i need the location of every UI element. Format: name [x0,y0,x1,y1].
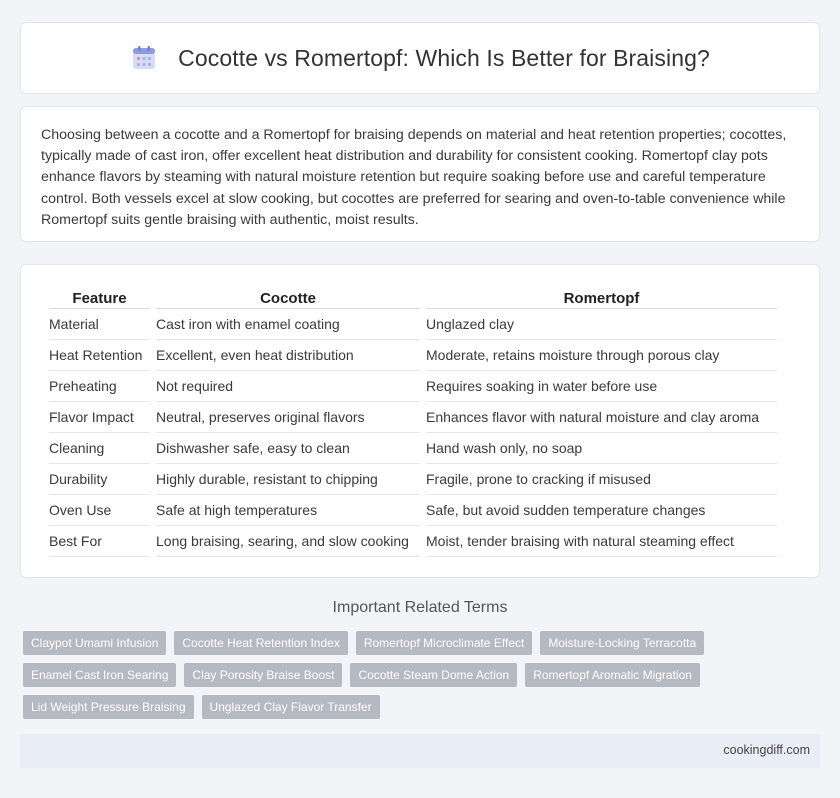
table-row [49,371,777,402]
comparison-table-card [20,264,820,578]
related-term-tag[interactable]: Lid Weight Pressure Braising [23,695,194,719]
intro-paragraph: Choosing between a cocotte and a Romertopf for braising depends on material and heat retention properties; cocottes, typically made of cast iron, offer excellent heat distribution and durability for consistent cooking. Romertopf clay pots enhance flavors by steaming with natural moisture retention but require soaking before use and careful temperature control. Both vessels excel at slow cooking, but cocottes are preferred for searing and oven-to-table convenience while Romertopf suits gentle braising with authentic, moist results. [41,127,787,228]
feature-cell: Flavor Impact [49,402,150,433]
title-wrap [130,44,710,72]
feature-cell: Material [49,309,150,340]
cocotte-cell: Excellent, even heat distribution [156,340,420,371]
calendar-grid-icon [130,44,158,72]
table-row [49,495,777,526]
cocotte-cell: Not required [156,371,420,402]
table-row [49,526,777,557]
romertopf-cell: Moist, tender braising with natural steaming effect [426,526,777,557]
table-row [49,402,777,433]
related-terms-heading: Important Related Terms [332,599,508,616]
related-term-tag[interactable]: Claypot Umami Infusion [23,631,166,655]
header-romertopf: Romertopf [426,285,777,309]
header-cocotte: Cocotte [156,285,420,309]
related-term-tag[interactable]: Unglazed Clay Flavor Transfer [202,695,380,719]
related-term-tag[interactable]: Moisture-Locking Terracotta [540,631,704,655]
feature-cell: Best For [49,526,150,557]
cocotte-cell: Dishwasher safe, easy to clean [156,433,420,464]
intro-card [20,106,820,242]
related-terms-list [23,631,743,719]
page-title: Cocotte vs Romertopf: Which Is Better for Braising? [178,44,710,71]
footer-site-link[interactable]: cookingdiff.com [723,743,810,757]
cocotte-cell: Cast iron with enamel coating [156,309,420,340]
feature-cell: Oven Use [49,495,150,526]
table-header-row [49,285,777,309]
related-term-tag[interactable]: Cocotte Heat Retention Index [174,631,347,655]
cocotte-cell: Highly durable, resistant to chipping [156,464,420,495]
table-row [49,464,777,495]
feature-cell: Preheating [49,371,150,402]
related-term-tag[interactable]: Romertopf Aromatic Migration [525,663,700,687]
footer [20,734,820,768]
feature-cell: Cleaning [49,433,150,464]
table-row [49,340,777,371]
romertopf-cell: Hand wash only, no soap [426,433,777,464]
table-row [49,433,777,464]
romertopf-cell: Requires soaking in water before use [426,371,777,402]
comparison-table [43,285,783,557]
feature-cell: Heat Retention [49,340,150,371]
romertopf-cell: Enhances flavor with natural moisture and clay aroma [426,402,777,433]
title-card [20,22,820,94]
related-term-tag[interactable]: Enamel Cast Iron Searing [23,663,176,687]
romertopf-cell: Moderate, retains moisture through porous clay [426,340,777,371]
romertopf-cell: Unglazed clay [426,309,777,340]
feature-cell: Durability [49,464,150,495]
related-term-tag[interactable]: Romertopf Microclimate Effect [356,631,533,655]
cocotte-cell: Neutral, preserves original flavors [156,402,420,433]
table-row [49,309,777,340]
header-feature: Feature [49,285,150,309]
romertopf-cell: Fragile, prone to cracking if misused [426,464,777,495]
romertopf-cell: Safe, but avoid sudden temperature changes [426,495,777,526]
related-term-tag[interactable]: Cocotte Steam Dome Action [350,663,517,687]
cocotte-cell: Long braising, searing, and slow cooking [156,526,420,557]
cocotte-cell: Safe at high temperatures [156,495,420,526]
related-term-tag[interactable]: Clay Porosity Braise Boost [184,663,342,687]
